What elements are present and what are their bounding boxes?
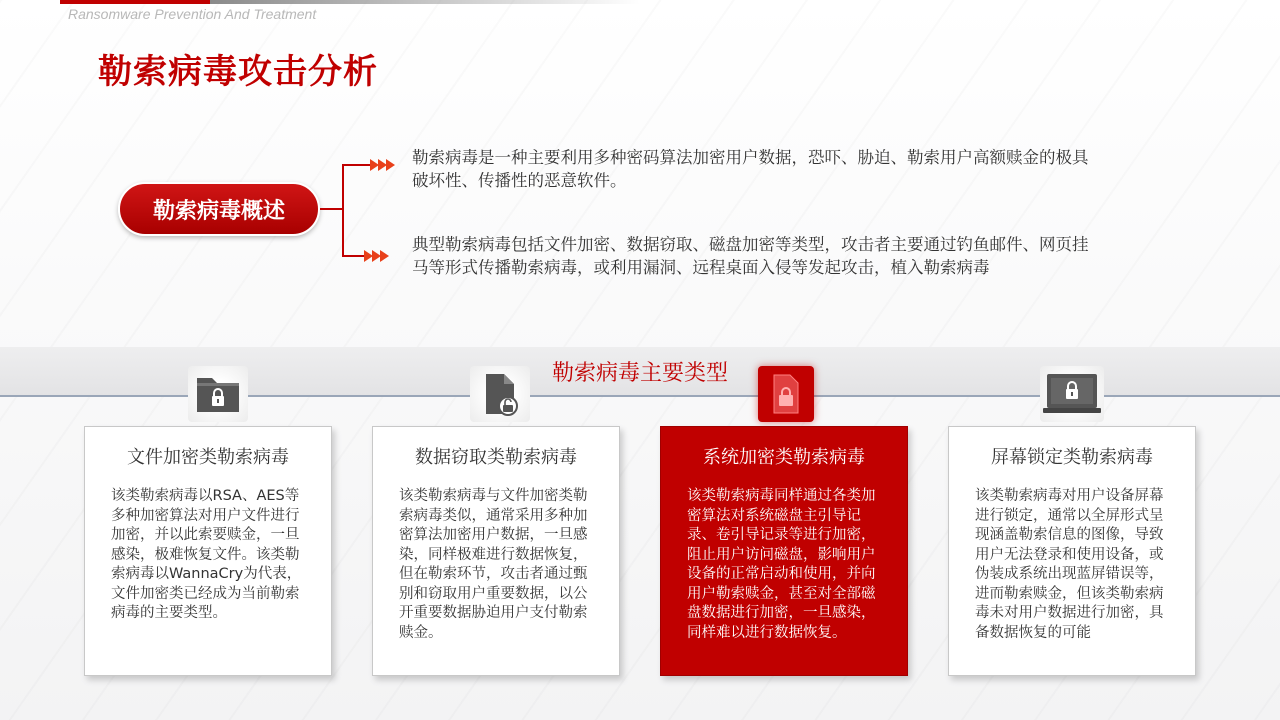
page-title: 勒索病毒攻击分析 xyxy=(98,52,378,92)
page-subtitle: Ransomware Prevention And Treatment xyxy=(68,6,317,22)
top-fade-bar xyxy=(210,0,640,4)
connector-line xyxy=(342,164,344,256)
screen-lock-icon xyxy=(1040,366,1104,422)
card-title: 系统加密类勒索病毒 xyxy=(703,447,865,468)
type-card-screen-lock xyxy=(948,426,1196,676)
card-body: 该类勒索病毒与文件加密类勒索病毒类似，通常采用多种加密算法加密用户数据，一旦感染，同样极难进行数据恢复，但在勒索环节，攻击者通过甄别和窃取用户重要数据，以公开重要数据胁迫用户支付勒索赎金。 xyxy=(399,488,588,641)
overview-text-1: 勒索病毒是一种主要利用多种密码算法加密用户数据，恐吓、胁迫、勒索用户高额赎金的极具破坏性、传播性的恶意软件。 xyxy=(412,148,1089,190)
folder-lock-icon xyxy=(188,366,248,422)
connector-line xyxy=(320,208,344,210)
triple-arrow-icon xyxy=(370,159,394,171)
types-title: 勒索病毒主要类型 xyxy=(551,361,728,386)
card-title: 文件加密类勒索病毒 xyxy=(127,447,289,468)
overview-label: 勒索病毒概述 xyxy=(118,182,320,236)
card-body: 该类勒索病毒同样通过各类加密算法对系统磁盘主引导记录、卷引导记录等进行加密，阻止用户访问磁盘，影响用户设备的正常启动和使用，并向用户勒索赎金，甚至对全部磁盘数据进行加密，一旦感染，同样难以进行数据恢复。 xyxy=(687,488,876,641)
card-body: 该类勒索病毒对用户设备屏幕进行锁定，通常以全屏形式呈现涵盖勒索信息的图像，导致用户无法登录和使用设备，或伪装成系统出现蓝屏错误等，进而勒索赎金，但该类勒索病毒未对用户数据进行加密，具备数据恢复的可能 xyxy=(975,488,1164,641)
type-card-file-encryption xyxy=(84,426,332,676)
overview-text-2: 典型勒索病毒包括文件加密、数据窃取、磁盘加密等类型，攻击者主要通过钓鱼邮件、网页挂马等形式传播勒索病毒，或利用漏洞、远程桌面入侵等发起攻击，植入勒索病毒 xyxy=(412,235,1089,277)
card-title: 数据窃取类勒索病毒 xyxy=(415,447,577,468)
disk-lock-icon xyxy=(758,366,814,422)
type-card-system-encryption xyxy=(660,426,908,676)
connector-line xyxy=(342,164,370,166)
triple-arrow-icon xyxy=(364,250,388,262)
top-accent-bar xyxy=(60,0,210,4)
file-unlock-icon xyxy=(470,366,530,422)
card-body: 该类勒索病毒以RSA、AES等多种加密算法对用户文件进行加密，并以此索要赎金，一旦感染，极难恢复文件。该类勒索病毒以WannaCry为代表，文件加密类已经成为当前勒索病毒的主要类型。 xyxy=(111,488,302,621)
card-title: 屏幕锁定类勒索病毒 xyxy=(991,447,1153,468)
type-card-data-theft xyxy=(372,426,620,676)
